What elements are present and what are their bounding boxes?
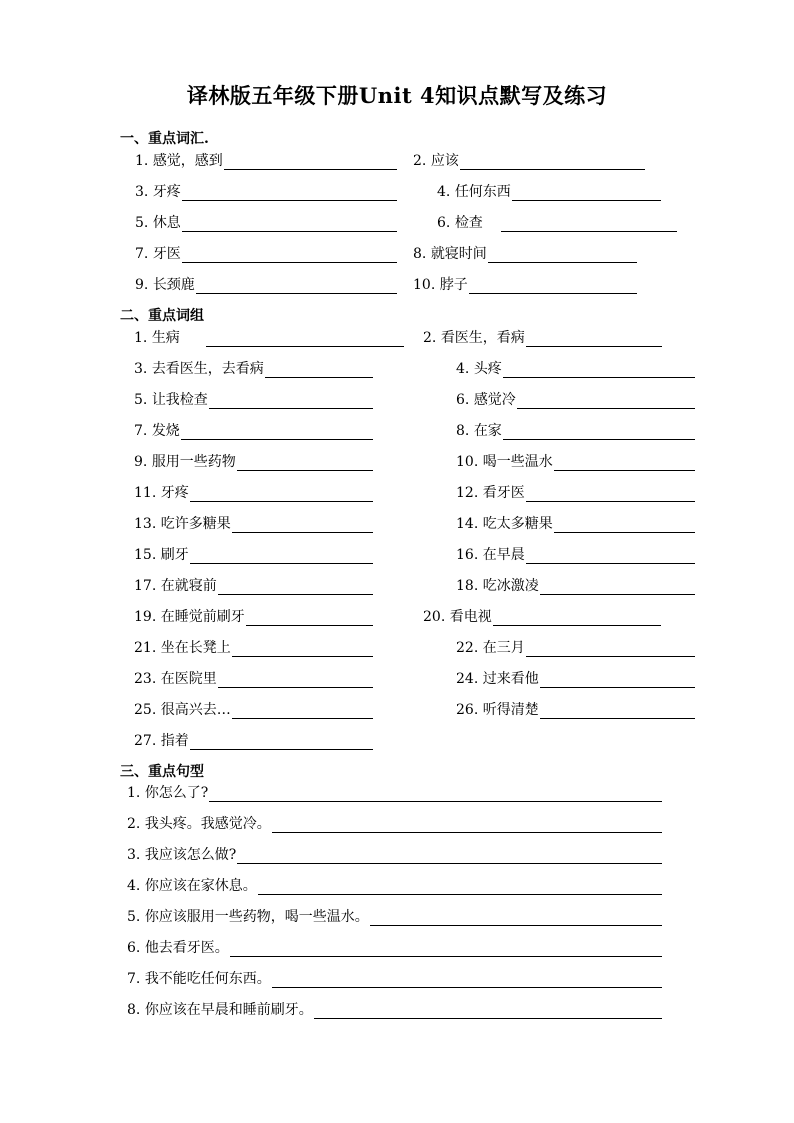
vocab-prompt <box>135 181 181 201</box>
phrase-prompt <box>134 606 245 626</box>
vocab-prompt <box>413 274 468 294</box>
phrase-prompt <box>456 699 539 719</box>
phrase-item <box>134 513 373 533</box>
phrase-text: 在早晨 <box>482 547 525 563</box>
answer-blank[interactable] <box>224 155 397 170</box>
phrase-text: 听得清楚 <box>482 702 539 718</box>
vocab-number: 1. <box>135 153 149 169</box>
phrase-prompt <box>134 637 231 657</box>
answer-blank[interactable] <box>182 248 397 263</box>
phrase-text: 很高兴去… <box>160 702 231 718</box>
vocab-text: 检查 <box>454 215 483 231</box>
sentence-number: 2. <box>127 816 141 832</box>
phrase-prompt <box>134 358 264 378</box>
sentence-prompt <box>127 906 369 926</box>
phrase-text: 吃许多糖果 <box>160 516 231 532</box>
answer-blank[interactable] <box>493 611 661 626</box>
phrase-item <box>134 575 373 595</box>
answer-blank[interactable] <box>503 363 695 378</box>
vocab-prompt <box>135 243 181 263</box>
sentence-text: 你怎么了? <box>144 785 209 801</box>
answer-blank[interactable] <box>206 332 404 347</box>
answer-blank[interactable] <box>182 217 397 232</box>
phrase-text: 坐在长凳上 <box>160 640 231 656</box>
sentence-number: 3. <box>127 847 141 863</box>
phrase-item <box>456 637 695 657</box>
phrase-item <box>423 606 661 626</box>
phrase-text: 生病 <box>151 330 180 346</box>
phrase-text: 头疼 <box>473 361 502 377</box>
phrase-number: 1. <box>134 330 148 346</box>
phrase-text: 喝一些温水 <box>482 454 553 470</box>
phrase-number: 11. <box>134 485 157 501</box>
phrase-prompt <box>134 482 189 502</box>
phrase-number: 15. <box>134 547 157 563</box>
phrase-prompt <box>134 451 236 471</box>
sentence-item <box>127 999 662 1019</box>
vocab-item <box>413 150 645 170</box>
phrase-prompt <box>423 606 492 626</box>
phrase-number: 9. <box>134 454 148 470</box>
phrase-prompt <box>456 575 539 595</box>
sentence-text: 我头疼。我感觉冷。 <box>144 816 271 832</box>
phrase-text: 刷牙 <box>160 547 189 563</box>
phrase-item <box>456 420 695 440</box>
phrase-prompt <box>456 451 553 471</box>
vocab-prompt <box>413 150 459 170</box>
answer-blank[interactable] <box>526 642 695 657</box>
phrase-item <box>134 544 373 564</box>
phrase-text: 在三月 <box>482 640 525 656</box>
phrase-item <box>134 327 404 347</box>
phrase-prompt <box>134 544 189 564</box>
vocab-text: 休息 <box>152 215 181 231</box>
vocab-text: 牙医 <box>152 246 181 262</box>
answer-blank[interactable] <box>218 673 373 688</box>
phrase-number: 19. <box>134 609 157 625</box>
answer-blank[interactable] <box>265 363 373 378</box>
phrase-text: 发烧 <box>151 423 180 439</box>
phrase-text: 在睡觉前刷牙 <box>160 609 245 625</box>
sentence-prompt <box>127 782 208 802</box>
phrase-prompt <box>423 327 525 347</box>
vocab-prompt <box>437 212 483 232</box>
vocab-text: 任何东西 <box>454 184 511 200</box>
vocab-text: 脖子 <box>439 277 468 293</box>
phrase-item <box>456 699 695 719</box>
phrase-text: 吃冰激凌 <box>482 578 539 594</box>
answer-blank[interactable] <box>540 704 695 719</box>
phrase-prompt <box>456 513 553 533</box>
answer-blank[interactable] <box>460 155 645 170</box>
vocab-item <box>413 243 637 263</box>
vocab-text: 应该 <box>430 153 459 169</box>
vocab-item <box>437 181 661 201</box>
sentence-text: 我不能吃任何东西。 <box>144 971 271 987</box>
phrase-item <box>134 451 373 471</box>
sentence-item <box>127 875 662 895</box>
phrase-item <box>134 637 373 657</box>
sentence-text: 你应该服用一些药物，喝一些温水。 <box>144 909 369 925</box>
phrase-number: 23. <box>134 671 157 687</box>
phrase-number: 7. <box>134 423 148 439</box>
vocab-number: 3. <box>135 184 149 200</box>
phrase-item <box>456 575 695 595</box>
answer-blank[interactable] <box>232 642 373 657</box>
sentence-text: 我应该怎么做? <box>144 847 237 863</box>
phrase-text: 看电视 <box>449 609 492 625</box>
answer-blank[interactable] <box>469 279 637 294</box>
vocab-number: 10. <box>413 277 436 293</box>
phrase-number: 22. <box>456 640 479 656</box>
phrase-prompt <box>456 420 502 440</box>
phrase-number: 20. <box>423 609 446 625</box>
phrase-item <box>456 668 695 688</box>
phrase-prompt <box>134 699 231 719</box>
phrase-number: 8. <box>456 423 470 439</box>
sentence-number: 5. <box>127 909 141 925</box>
vocab-text: 感觉，感到 <box>152 153 223 169</box>
sentence-number: 6. <box>127 940 141 956</box>
phrase-item <box>134 420 373 440</box>
phrase-item <box>423 327 662 347</box>
phrase-text: 看医生，看病 <box>440 330 525 346</box>
answer-blank[interactable] <box>258 880 662 895</box>
answer-blank[interactable] <box>218 580 373 595</box>
sentence-item <box>127 782 662 802</box>
sentence-number: 1. <box>127 785 141 801</box>
sentence-text: 你应该在早晨和睡前刷牙。 <box>144 1002 313 1018</box>
sentence-prompt <box>127 999 313 1019</box>
vocab-item <box>135 243 397 263</box>
sentence-prompt <box>127 844 236 864</box>
phrase-number: 25. <box>134 702 157 718</box>
sentence-item <box>127 906 662 926</box>
phrase-item <box>134 606 373 626</box>
phrase-number: 16. <box>456 547 479 563</box>
phrase-text: 让我检查 <box>151 392 208 408</box>
answer-blank[interactable] <box>526 549 695 564</box>
answer-blank[interactable] <box>196 279 397 294</box>
phrase-prompt <box>456 637 525 657</box>
answer-blank[interactable] <box>237 849 662 864</box>
sentence-prompt <box>127 968 271 988</box>
phrase-number: 17. <box>134 578 157 594</box>
phrase-number: 14. <box>456 516 479 532</box>
answer-blank[interactable] <box>190 549 373 564</box>
phrase-prompt <box>134 730 189 750</box>
phrase-prompt <box>134 668 217 688</box>
phrase-text: 指着 <box>160 733 189 749</box>
answer-blank[interactable] <box>272 818 662 833</box>
phrase-item <box>456 451 695 471</box>
phrase-item <box>134 358 373 378</box>
vocab-text: 牙疼 <box>152 184 181 200</box>
sentence-prompt <box>127 875 257 895</box>
answer-blank[interactable] <box>503 425 695 440</box>
vocab-prompt <box>135 150 223 170</box>
phrase-text: 感觉冷 <box>473 392 516 408</box>
answer-blank[interactable] <box>232 518 373 533</box>
phrase-prompt <box>456 389 516 409</box>
sentence-item <box>127 968 662 988</box>
phrase-number: 10. <box>456 454 479 470</box>
answer-blank[interactable] <box>209 394 373 409</box>
phrase-number: 5. <box>134 392 148 408</box>
answer-blank[interactable] <box>230 942 662 957</box>
phrase-number: 18. <box>456 578 479 594</box>
phrase-prompt <box>456 668 539 688</box>
phrase-text: 吃太多糖果 <box>482 516 553 532</box>
vocab-prompt <box>413 243 487 263</box>
answer-blank[interactable] <box>540 673 695 688</box>
phrase-prompt <box>456 482 525 502</box>
vocab-prompt <box>135 274 195 294</box>
answer-blank[interactable] <box>190 487 373 502</box>
phrase-item <box>134 730 373 750</box>
answer-blank[interactable] <box>314 1004 662 1019</box>
answer-blank[interactable] <box>554 456 695 471</box>
vocab-text: 长颈鹿 <box>152 277 195 293</box>
vocab-number: 5. <box>135 215 149 231</box>
phrase-text: 牙疼 <box>160 485 189 501</box>
phrase-prompt <box>134 420 180 440</box>
phrase-prompt <box>456 544 525 564</box>
answer-blank[interactable] <box>517 394 695 409</box>
phrase-text: 服用一些药物 <box>151 454 236 470</box>
phrase-item <box>134 389 373 409</box>
sentence-number: 7. <box>127 971 141 987</box>
phrase-prompt <box>134 389 208 409</box>
vocab-item <box>135 150 397 170</box>
vocab-prompt <box>437 181 511 201</box>
phrase-text: 在医院里 <box>160 671 217 687</box>
answer-blank[interactable] <box>370 911 662 926</box>
sentence-prompt <box>127 813 271 833</box>
vocab-number: 4. <box>437 184 451 200</box>
sentence-item <box>127 844 662 864</box>
phrase-number: 26. <box>456 702 479 718</box>
phrase-item <box>134 482 373 502</box>
vocab-number: 7. <box>135 246 149 262</box>
phrase-section-heading: 二、重点词组 <box>120 308 204 324</box>
phrase-prompt <box>134 513 231 533</box>
answer-blank[interactable] <box>526 487 695 502</box>
answer-blank[interactable] <box>512 186 661 201</box>
phrase-number: 4. <box>456 361 470 377</box>
phrase-number: 21. <box>134 640 157 656</box>
vocab-prompt <box>135 212 181 232</box>
vocab-text: 就寝时间 <box>430 246 487 262</box>
answer-blank[interactable] <box>232 704 373 719</box>
vocab-item <box>413 274 637 294</box>
sentence-item <box>127 813 662 833</box>
vocab-item <box>135 212 397 232</box>
phrase-item <box>456 389 695 409</box>
phrase-number: 27. <box>134 733 157 749</box>
sentence-text: 你应该在家休息。 <box>144 878 257 894</box>
phrase-item <box>456 482 695 502</box>
answer-blank[interactable] <box>526 332 662 347</box>
answer-blank[interactable] <box>246 611 373 626</box>
phrase-text: 在家 <box>473 423 502 439</box>
phrase-text: 去看医生，去看病 <box>151 361 264 377</box>
answer-blank[interactable] <box>488 248 637 263</box>
answer-blank[interactable] <box>182 186 397 201</box>
phrase-text: 在就寝前 <box>160 578 217 594</box>
phrase-item <box>456 358 695 378</box>
phrase-text: 看牙医 <box>482 485 525 501</box>
phrase-number: 2. <box>423 330 437 346</box>
sentence-prompt <box>127 937 229 957</box>
vocab-number: 9. <box>135 277 149 293</box>
phrase-number: 24. <box>456 671 479 687</box>
answer-blank[interactable] <box>190 735 373 750</box>
answer-blank[interactable] <box>554 518 695 533</box>
sentence-number: 8. <box>127 1002 141 1018</box>
answer-blank[interactable] <box>540 580 695 595</box>
phrase-item <box>134 699 373 719</box>
vocab-number: 2. <box>413 153 427 169</box>
phrase-item <box>456 513 695 533</box>
phrase-prompt <box>456 358 502 378</box>
phrase-prompt <box>134 327 180 347</box>
page-title: 译林版五年级下册Unit 4知识点默写及练习 <box>186 83 608 108</box>
vocab-section-heading: 一、重点词汇. <box>120 131 209 147</box>
phrase-number: 13. <box>134 516 157 532</box>
answer-blank[interactable] <box>237 456 373 471</box>
sentence-item <box>127 937 662 957</box>
phrase-text: 过来看他 <box>482 671 539 687</box>
phrase-item <box>134 668 373 688</box>
phrase-number: 12. <box>456 485 479 501</box>
sentence-number: 4. <box>127 878 141 894</box>
phrase-number: 6. <box>456 392 470 408</box>
sentence-text: 他去看牙医。 <box>144 940 229 956</box>
sentence-section-heading: 三、重点句型 <box>120 764 204 780</box>
vocab-number: 8. <box>413 246 427 262</box>
answer-blank[interactable] <box>209 787 662 802</box>
phrase-number: 3. <box>134 361 148 377</box>
answer-blank[interactable] <box>181 425 373 440</box>
vocab-item <box>135 274 397 294</box>
vocab-item <box>135 181 397 201</box>
vocab-item <box>437 212 677 232</box>
answer-blank[interactable] <box>272 973 662 988</box>
vocab-number: 6. <box>437 215 451 231</box>
phrase-item <box>456 544 695 564</box>
answer-blank[interactable] <box>501 217 677 232</box>
phrase-prompt <box>134 575 217 595</box>
